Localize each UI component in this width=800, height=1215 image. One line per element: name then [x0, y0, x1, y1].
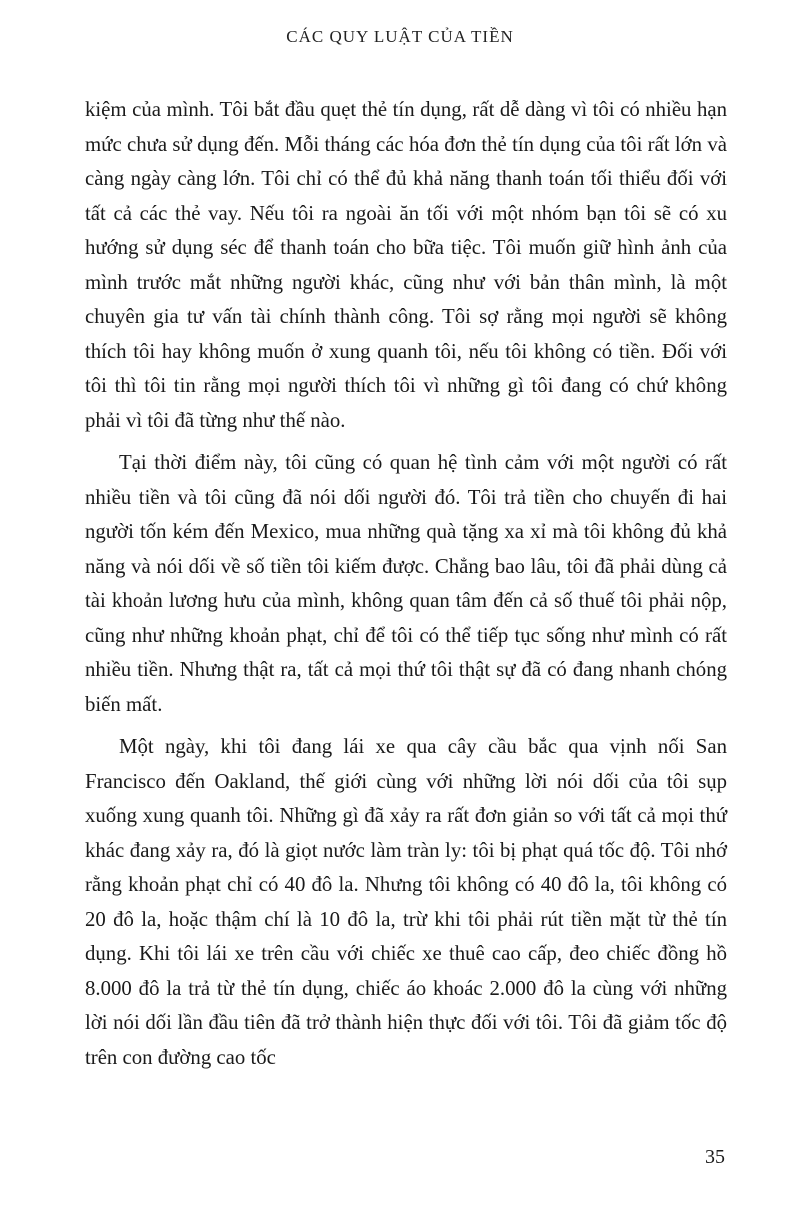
running-header: CÁC QUY LUẬT CỦA TIỀN	[286, 27, 514, 46]
body-text	[85, 93, 727, 1083]
paragraph: Một ngày, khi tôi đang lái xe qua cây cầu bắc qua vịnh nối San Francisco đến Oakland, thế giới cùng với những lời nói dối của tôi sụp xuống xung quanh tôi. Những gì đã xảy ra rất đơn giản so với tất cả mọi thứ khác đang xảy ra, đó là giọt nước làm tràn ly: tôi bị phạt quá tốc độ. Tôi nhớ rằng khoản phạt chỉ có 40 đô la. Nhưng tôi không có 40 đô la, tôi không có 20 đô la, hoặc thậm chí là 10 đô la, trừ khi tôi phải rút tiền mặt từ thẻ tín dụng. Khi tôi lái xe trên cầu với chiếc xe thuê cao cấp, đeo chiếc đồng hồ 8.000 đô la trả từ thẻ tín dụng, chiếc áo khoác 2.000 đô la cùng với những lời nói dối lần đầu tiên đã trở thành hiện thực đối với tôi. Tôi đã giảm tốc độ trên con đường cao tốc	[85, 735, 727, 1069]
page-number: 35	[705, 1146, 725, 1168]
paragraph: kiệm của mình. Tôi bắt đầu quẹt thẻ tín dụng, rất dễ dàng vì tôi có nhiều hạn mức chưa sử dụng đến. Mỗi tháng các hóa đơn thẻ tín dụng của tôi rất lớn và càng ngày càng lớn. Tôi chỉ có thể đủ khả năng thanh toán tối thiểu đối với tất cả các thẻ vay. Nếu tôi ra ngoài ăn tối với một nhóm bạn tôi sẽ có xu hướng sử dụng séc để thanh toán cho bữa tiệc. Tôi muốn giữ hình ảnh của mình trước mắt những người khác, cũng như với bản thân mình, là một chuyên gia tư vấn tài chính thành công. Tôi sợ rằng mọi người sẽ không thích tôi hay không muốn ở xung quanh tôi, nếu tôi không có tiền. Đối với tôi thì tôi tin rằng mọi người thích tôi vì những gì tôi đang có chứ không phải vì tôi đã từng như thế nào.	[85, 98, 727, 432]
paragraph: Tại thời điểm này, tôi cũng có quan hệ tình cảm với một người có rất nhiều tiền và tôi cũng đã nói dối người đó. Tôi trả tiền cho chuyến đi hai người tốn kém đến Mexico, mua những quà tặng xa xỉ mà tôi không đủ khả năng và nói dối về số tiền tôi kiếm được. Chẳng bao lâu, tôi đã phải dùng cả tài khoản lương hưu của mình, không quan tâm đến cả số thuế tôi phải nộp, cũng như những khoản phạt, chỉ để tôi có thể tiếp tục sống như mình có rất nhiều tiền. Nhưng thật ra, tất cả mọi thứ tôi thật sự đã có đang nhanh chóng biến mất.	[85, 451, 727, 716]
